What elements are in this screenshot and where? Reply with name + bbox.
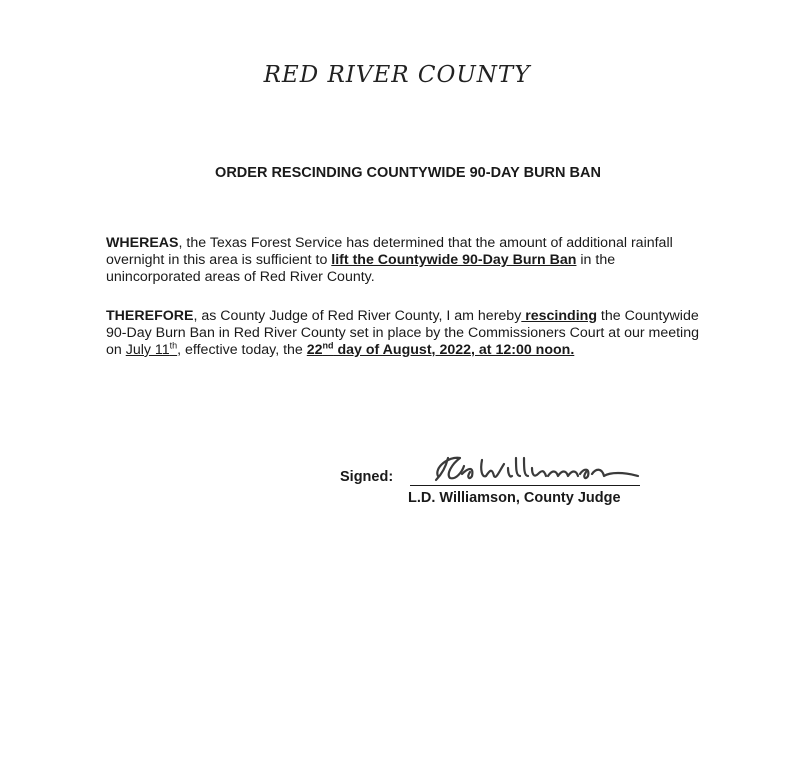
signature-line: [410, 485, 640, 486]
whereas-emphasis: lift the Countywide 90-Day Burn Ban: [331, 252, 577, 268]
effective-year-time: 2022, at 12:00 noon.: [435, 342, 575, 358]
order-title: ORDER RESCINDING COUNTYWIDE 90-DAY BURN BAN: [215, 165, 601, 181]
meeting-date: [126, 342, 177, 358]
effective-comma: ,: [431, 342, 436, 358]
effective-day-suffix: nd: [322, 340, 334, 351]
effective-date: [307, 342, 432, 358]
effective-rest: day of August: [333, 342, 432, 358]
therefore-text-3: , effective today, the: [177, 342, 307, 358]
whereas-lead: WHEREAS: [106, 235, 179, 251]
therefore-lead: THEREFORE: [106, 308, 194, 324]
whereas-text-2: in the unincorporated areas of Red River County.: [106, 252, 616, 285]
therefore-paragraph: [106, 308, 706, 359]
therefore-text-2: the Countywide 90-Day Burn Ban in Red River County set in place by the Commissioners Court at our meeting on: [106, 308, 699, 358]
whereas-text-1: , the Texas Forest Service has determined that the amount of additional rainfall overnight in this area is sufficient to: [106, 235, 673, 268]
signer-name: L.D. Williamson, County Judge: [408, 490, 621, 506]
whereas-paragraph: [106, 235, 706, 286]
county-heading: RED RIVER COUNTY: [263, 62, 531, 88]
therefore-text-1: , as County Judge of Red River County, I am hereby: [193, 308, 522, 324]
meeting-date-text: July 11: [125, 342, 170, 358]
effective-day: 22: [306, 342, 323, 358]
signed-label: Signed:: [340, 469, 394, 485]
meeting-date-suffix: th: [169, 340, 178, 351]
therefore-emphasis: rescinding: [521, 308, 597, 324]
